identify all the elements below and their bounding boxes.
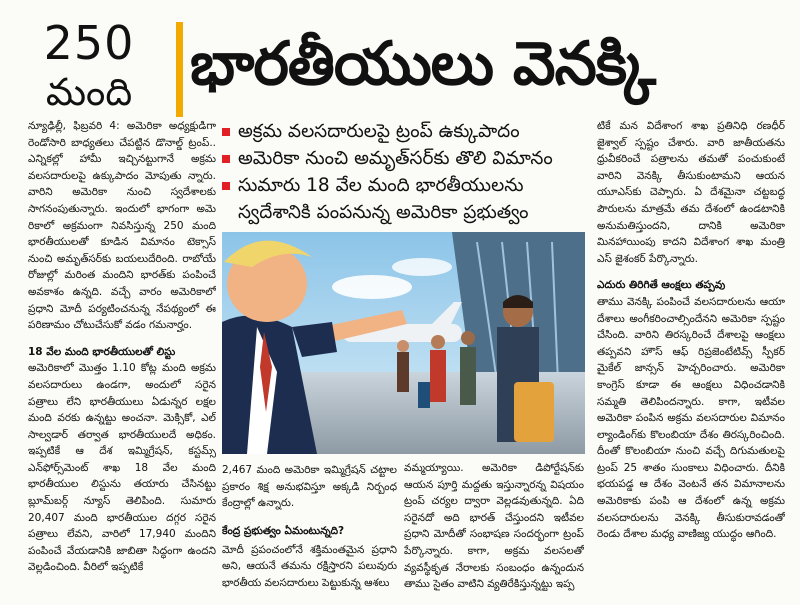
highlight-bullets [222,118,577,226]
headline-divider [176,22,183,117]
bullet-square-icon [222,128,230,136]
article-para-5: టికే మన విదేశాంగ శాఖ ప్రతినిధి రణధీర్ జైశ్వాల్ స్పష్టం చేశారు. వారి జాతీయతను ధ్రువీకరించే పత్రాలను తమతో పంచుకుంటే వారిని వెనక్కి తీసుకుంటామని ఆయన యూఎస్‌కు చెప్పారు. ఏ దేశమైనా చట్టబద్ధ పౌరులను మాత్రమే తమ దేశంలో ఉండటానికి అనుమతిస్తుందని, దానికి అమెరికా మినహాయింపు కాదని విదేశాంగ శాఖ మంత్రి ఎస్ జైశంకర్ పేర్కొన్నారు. [597,120,785,265]
article-para-4: వమ్మయ్యాయి. అమెరికా డిపోర్టేషన్‌కు ఆయన పూర్తి మద్దతు ఇస్తున్నారన్న విషయం ట్రంప్ చర్యల ద్వారా వెల్లడవుతున్నది. ఏది సరైనదో అది భారత్ చేస్తుందని ఇటీవల ప్రధాని మోదీతో సంభాషణ సందర్భంగా ట్రంప్ పేర్కొన్నారు. కాగా, అక్రమ వలసలతో వ్యవస్థీకృత నేరాలకు సంబంధం ఉన్నందున తాము సైతం వాటిని వ్యతిరేకిస్తున్నట్టు ఇప్ప [404,462,584,591]
column-3-lower [404,460,584,605]
bullet-item: అక్రమ వలసదారులపై ట్రంప్ ఉక్కుపాదం [222,118,577,145]
bullet-item: సుమారు 18 వేల మంది భారతీయులను స్వదేశానికి పంపనున్న అమెరికా ప్రభుత్వం [222,172,577,226]
deportation-illustration [222,232,585,454]
count-number: 250 [43,16,135,70]
headline: భారతీయులు వెనక్కి [190,29,656,99]
column-4 [597,118,785,605]
subhead-sanctions: ఎదురు తిరిగితే ఆంక్షలు తప్పవు [597,279,726,292]
article-para-1: న్యూఢిల్లీ, ఫిబ్రవరి 4: అమెరికా అధ్యక్షుడిగా రెండోసారి బాధ్యతలు చేపట్టిన డొనాల్డ్ ట్రంప్.. ఎన్నికల్లో హామీ ఇచ్చినట్టుగానే అక్రమ వలసదారులపై ఉక్కుపాదం మోపుతు న్నారు. వారిని అమెరికా నుంచి స్వదేశాలకు సాగనంపుతున్నారు. ఇందులో భాగంగా అమె రికాలో అక్రమంగా నివసిస్తున్న 250 మంది భారతీయులతో కూడిన విమానం టెక్సాస్ నుంచి అమృత్‌సర్‌కు బయలుదేరింది. రాబోయే రోజుల్లో మరింత మందిని భారత్‌కు పంపించే అవకాశం ఉన్నది. వచ్చే వారం అమెరికాలో ప్రధాని మోదీ పర్యటించనున్న నేపథ్యంలో ఈ పరిణామం చోటుచేసుకో వడం గమనార్హం. [28,120,216,332]
image-caption-text: 2,467 మంది అమెరికా ఇమ్మిగ్రేషన్ చట్టాల ప్రకారం శిక్ష అనుభవిస్తూ అక్కడి నిర్బంధ కేంద్రాల్లో ఉన్నారు. [222,464,397,510]
column-1 [28,118,216,605]
article-para-2: అమెరికాలో మొత్తం 1.10 కోట్ల మంది అక్రమ వలసదారులు ఉండగా, అందులో సరైన పత్రాలు లేని భారతీయులు ఏడున్నర లక్షల మంది వరకు ఉన్నట్టు అంచనా. మెక్సికో, ఎల్ సాల్వడార్ తర్వాత భారతీయులదే అధికం. ఇప్పటికే ఆ దేశ ఇమ్మిగ్రేషన్, కస్టమ్స్ ఎన్‌ఫోర్స్‌మెంట్ శాఖ 18 వేల మంది భారతీయుల లిస్టును తయారు చేసినట్టు బ్లూమ్‌బర్గ్ న్యూస్ తెలిపింది. సుమారు 20,407 మంది భారతీయుల దగ్గర సరైన పత్రాలు లేవని, వారిలో 17,940 మందిని పంపించే వేయడానికి జాబితా సిద్ధంగా ఉందని వెల్లడించింది. వీరిలో ఇప్పటికే [28,362,216,574]
bullet-square-icon [222,182,230,190]
bullet-item: అమెరికా నుంచి అమృత్‌సర్‌కు తొలి విమానం [222,145,577,172]
article-para-3: మోదీ ప్రపంచంలోనే శక్తిమంతమైన ప్రధాని అని, ఆయనే తమను రక్షిస్తారని పలువురు భారతీయ వలసదారులు పెట్టుకున్న ఆశలు [222,543,397,589]
count-block [30,18,148,116]
subhead-government: కేంద్ర ప్రభుత్వం ఏమంటున్నది? [222,525,345,537]
article-para-6: తాము వెనక్కి పంపించే వలసదారులను ఆయా దేశాలు అంగీకరించాల్సిందేనని అమెరికా స్పష్టం చేసింది. వారిని తిరస్కరించే దేశాలపై ఆంక్షలు తప్పవని హౌస్ ఆఫ్ రిప్రజెంటేటివ్స్ స్పీకర్ మైకేల్ జాన్సన్ హెచ్చరించారు. అమెరికా కాంగ్రెస్ కూడా ఈ ఆంక్షలు విధించడానికి సమ్మతి తెలిపిందన్నారు. కాగా, ఇటీవల అమెరికా పంపిన అక్రమ వలసదారుల విమానం ల్యాండింగ్‌కు కొలంబియా దేశం తిరస్కరించింది. దీంతో కొలంబియా నుంచి వచ్చే దిగుమతులపై ట్రంప్ 25 శాతం సుంకాలు విధించారు. దీనికి భయపడ్డ ఆ దేశం వెంటనే తన విమానాలను అమెరికాకు పంపి ఆ దేశంలో ఉన్న అక్రమ వలసదారులను వెనక్కి తీసుకురావడంతో రెండు దేశాల మధ్య వాణిజ్య యుద్ధం ఆగింది. [597,295,785,541]
count-unit: మంది [45,70,133,114]
column-2-lower [222,523,397,605]
subhead-list: 18 వేల మంది భారతీయులతో లిస్టు [28,345,176,358]
bullet-square-icon [222,155,230,163]
